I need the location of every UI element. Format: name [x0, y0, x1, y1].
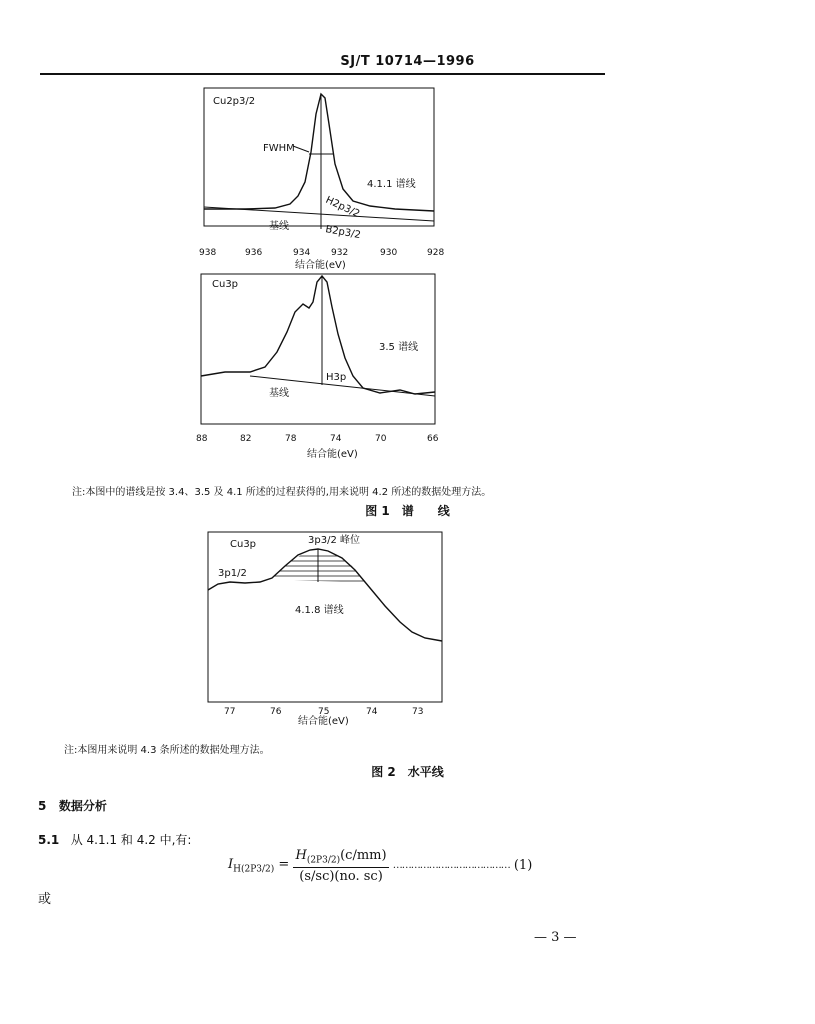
page-number: — 3 — [534, 930, 577, 945]
subsection-text: 从 4.1.1 和 4.2 中,有: [70, 833, 192, 847]
figure1-bottom-xtick: 82 [240, 434, 252, 444]
formula-denominator: (s/sc)(no. sc) [299, 868, 383, 884]
formula-fraction [293, 848, 388, 884]
formula-numerator: $H_{(2P3/2)}(c/mm)$ [295, 848, 387, 866]
figure1-caption: 图 1 谱 线 [365, 504, 450, 518]
figure2-spectrum-curve [208, 549, 442, 641]
figure2-xtick: 74 [366, 707, 378, 717]
figure1-top-xtick: 928 [427, 248, 445, 258]
figure1-top-xtick: 930 [380, 248, 398, 258]
section-number: 5 [38, 799, 47, 813]
section-title: 数据分析 [58, 799, 107, 813]
figure1-top-baseline-label: 基线 [269, 221, 289, 232]
figure1-bottom-height-label: H3p [326, 372, 347, 383]
or-text: 或 [38, 892, 52, 907]
formula-lhs-sub: H(2P3/2) [233, 864, 275, 875]
figure1-top-label: Cu2p3/2 [213, 96, 256, 107]
figure1-bottom-xtick: 78 [285, 434, 297, 444]
figure1-bottom-xtick: 66 [427, 434, 439, 444]
figure2-chart [200, 528, 450, 728]
figure1-top-fwhm-label: FWHM [263, 143, 295, 154]
figure1-top-xticks [199, 248, 444, 258]
formula-leader-dots: ………………………………… [392, 860, 510, 872]
figure2-label: Cu3p [230, 539, 257, 550]
figure1-bottom-xticks [196, 434, 439, 444]
figure2-xtick: 75 [318, 707, 330, 717]
figure1-bottom-xtick: 70 [375, 434, 387, 444]
figure2-frame [208, 532, 442, 702]
figure2-subpeak-label: 3p1/2 [218, 568, 247, 579]
figure2-note: 注:本图用来说明 4.3 条所述的数据处理方法。 [64, 745, 270, 756]
figure1-top-xtick: 932 [331, 248, 349, 258]
formula-lhs: I [228, 857, 234, 872]
figure1-top-xtick: 936 [245, 248, 263, 258]
figure1-top-spectrum-label: 4.1.1 谱线 [367, 179, 416, 190]
figure1-top-xlabel: 结合能(eV) [295, 260, 346, 271]
figure1-bottom-xtick: 74 [330, 434, 342, 444]
subsection-number: 5.1 [38, 833, 60, 847]
header-rule [40, 73, 605, 75]
figure2-caption: 图 2 水平线 [371, 765, 444, 779]
figure1-bottom-baseline-label: 基线 [269, 388, 289, 399]
standard-number-header: SJ/T 10714—1996 [340, 54, 475, 69]
figure2-xtick: 76 [270, 707, 282, 717]
figure1-bottom-xtick: 88 [196, 434, 208, 444]
figure2-spectrum-label: 4.1.8 谱线 [295, 605, 344, 616]
figure2-peak-label: 3p3/2 峰位 [308, 535, 360, 546]
figure1-top-xtick: 938 [199, 248, 217, 258]
figure1-top-height-label: H2p3/2 [323, 194, 362, 221]
figure1-top-chart [195, 84, 450, 274]
subsection-line [38, 831, 191, 848]
formula-tag: (1) [513, 858, 533, 874]
figure2-xtick: 77 [224, 707, 236, 717]
figure1-bottom-chart [195, 272, 450, 464]
figure1-top-frame [204, 88, 434, 226]
formula-equals: = [278, 857, 290, 872]
figure1-top-fwhm-arrow [293, 146, 309, 152]
figure1-bottom-xlabel: 结合能(eV) [307, 449, 358, 460]
figure1-bottom-label: Cu3p [212, 279, 239, 290]
section-heading [38, 797, 107, 814]
formula-1 [228, 848, 532, 884]
figure2-xtick: 73 [412, 707, 424, 717]
figure1-top-spectrum-curve [204, 94, 434, 211]
figure1-top-xtick: 934 [293, 248, 311, 258]
figure1-bottom-spectrum-curve [201, 276, 435, 394]
figure1-bottom-spectrum-label: 3.5 谱线 [379, 342, 419, 353]
figure1-top-baseline-value-label: B2p3/2 [324, 224, 362, 242]
figure2-xlabel: 结合能(eV) [298, 716, 349, 727]
figure2-hatch [260, 556, 380, 581]
figure1-note: 注:本图中的谱线是按 3.4、3.5 及 4.1 所述的过程获得的,用来说明 4.2 所述的数据处理方法。 [72, 487, 492, 498]
